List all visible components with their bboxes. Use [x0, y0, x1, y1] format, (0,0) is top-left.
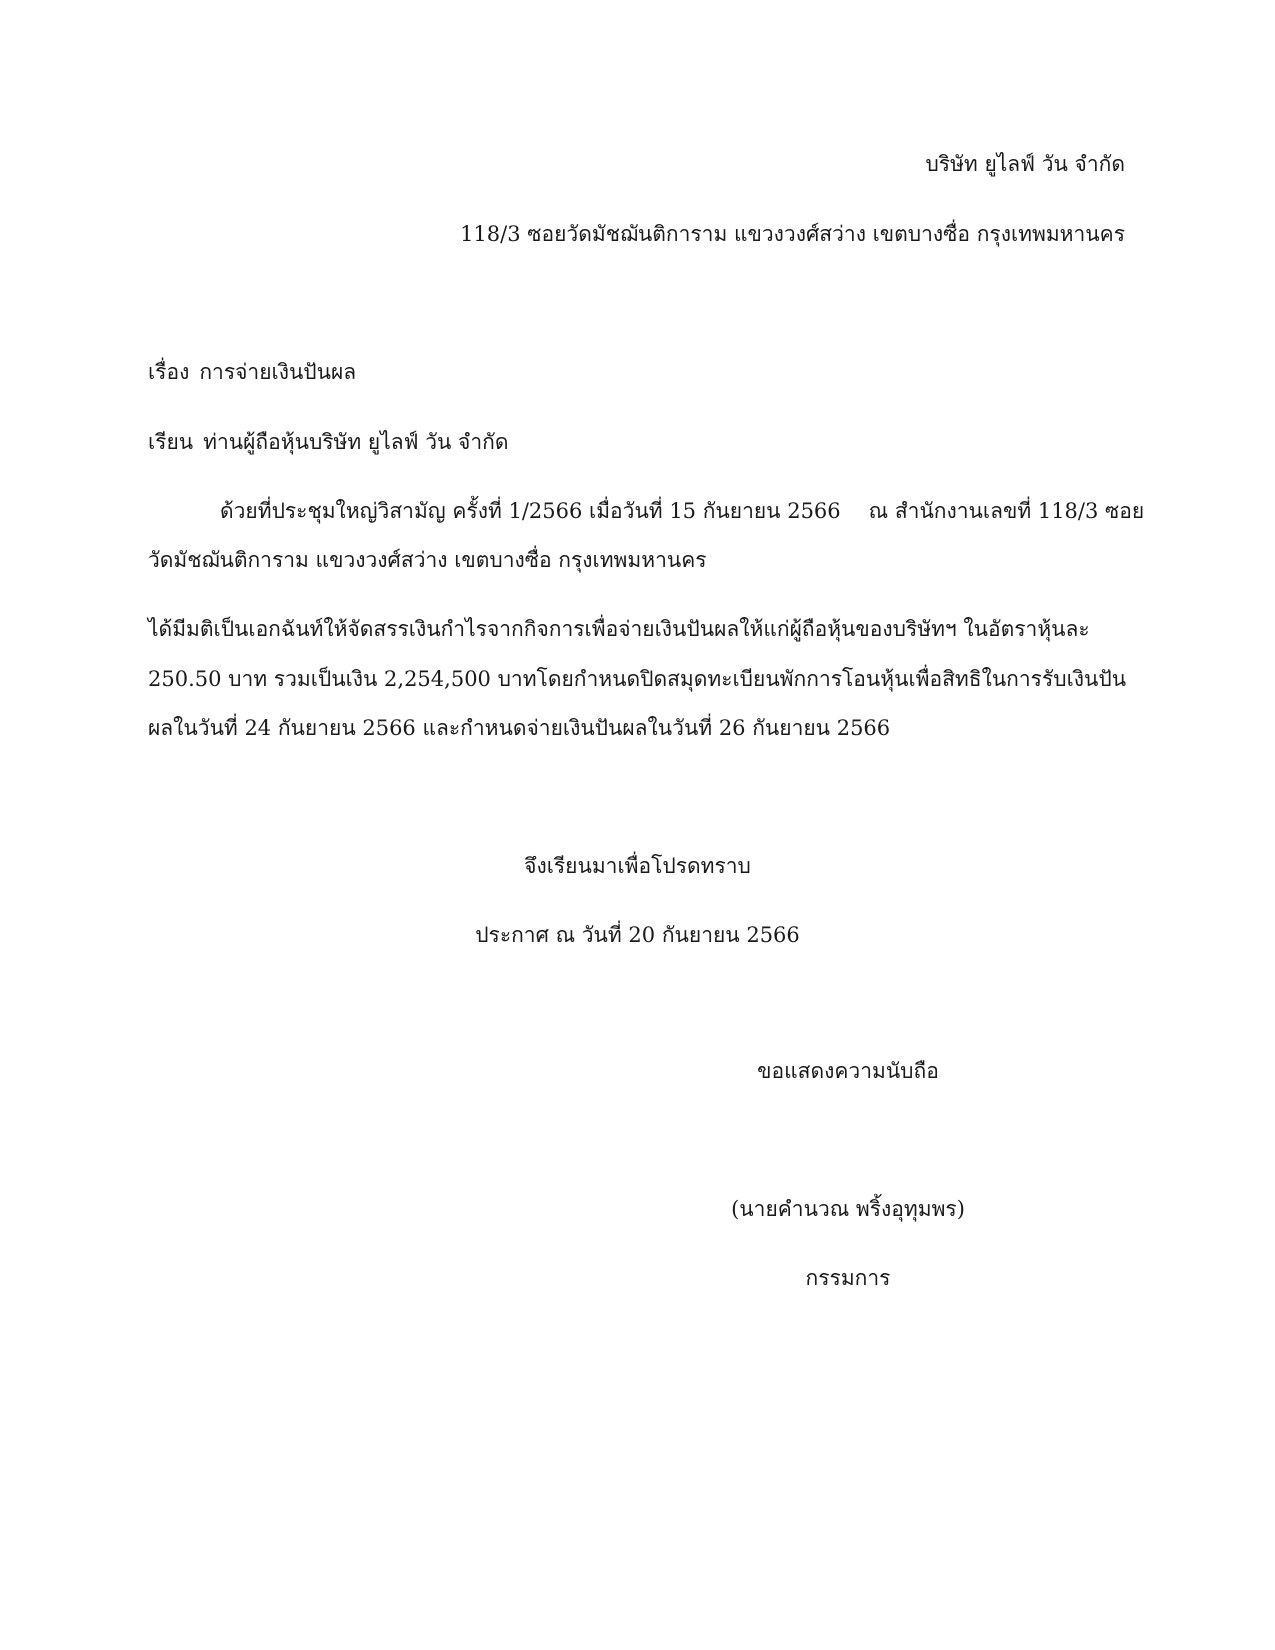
paragraph-1-line-1	[148, 497, 1144, 525]
inform-line: จึงเรียนมาเพื่อโปรดทราบ	[524, 854, 751, 878]
office-info: ณ สำนักงานเลขที่ 118/3 ซอย	[868, 499, 1145, 523]
company-name: บริษัท ยูไลฟ์ วัน จำกัด	[925, 152, 1125, 176]
subject-text: การจ่ายเงินปันผล	[199, 360, 357, 384]
signatory-title: กรรมการ	[805, 1266, 891, 1290]
paragraph-2-line-1: ได้มีมติเป็นเอกฉันท์ให้จัดสรรเงินกำไรจากกิจการเพื่อจ่ายเงินปันผลให้แก่ผู้ถือหุ้นของบริษัทฯ ในอัตราหุ้นละ	[148, 617, 1090, 641]
subject-line	[148, 358, 356, 386]
meeting-info: ด้วยที่ประชุมใหญ่วิสามัญ ครั้งที่ 1/2566 เมื่อวันที่ 15 กันยายน 2566	[220, 499, 841, 523]
paragraph-2-line-2: 250.50 บาท รวมเป็นเงิน 2,254,500 บาทโดยกำหนดปิดสมุดทะเบียนพักการโอนหุ้นเพื่อสิทธิในการรับเงินปัน	[148, 667, 1127, 691]
recipient-label: เรียน	[148, 430, 194, 454]
company-address: 118/3 ซอยวัดมัชฌันติการาม แขวงวงศ์สว่าง เขตบางซื่อ กรุงเทพมหานคร	[460, 222, 1125, 246]
announcement-date: ประกาศ ณ วันที่ 20 กันยายน 2566	[475, 923, 800, 947]
paragraph-1-line-2: วัดมัชฌันติการาม แขวงวงศ์สว่าง เขตบางซื่อ กรุงเทพมหานคร	[148, 548, 707, 572]
regards-line: ขอแสดงความนับถือ	[757, 1059, 939, 1083]
paragraph-2-line-3: ผลในวันที่ 24 กันยายน 2566 และกำหนดจ่ายเงินปันผลในวันที่ 26 กันยายน 2566	[148, 716, 891, 740]
recipient-line	[148, 428, 508, 456]
subject-label: เรื่อง	[148, 360, 190, 384]
recipient-text: ท่านผู้ถือหุ้นบริษัท ยูไลฟ์ วัน จำกัด	[203, 430, 509, 454]
signatory-name: (นายคำนวณ พริ้งอุทุมพร)	[731, 1197, 965, 1221]
